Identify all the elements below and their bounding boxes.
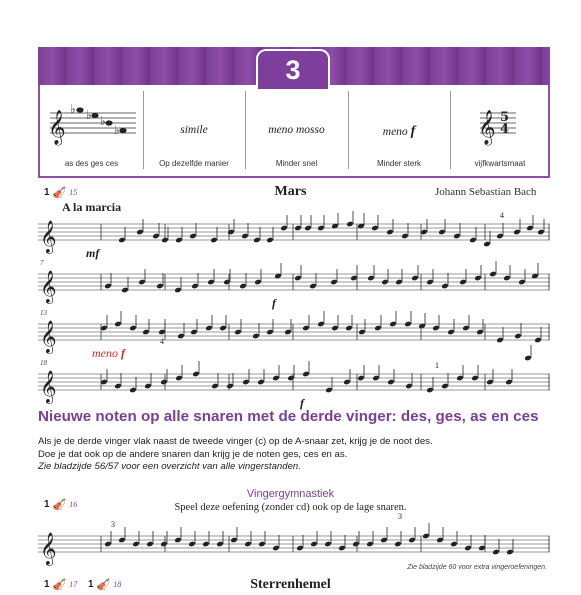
legend-cell-flats — [40, 91, 143, 171]
legend-term-meno: meno — [382, 126, 408, 138]
violin-icon: 🎻 — [52, 187, 67, 199]
svg-text:𝄞: 𝄞 — [40, 320, 57, 353]
composer: Johann Sebastian Bach — [435, 186, 537, 198]
legend-cell-time-signature — [450, 91, 550, 171]
svg-text:𝄞: 𝄞 — [40, 532, 57, 565]
track-one-marker: 1 — [44, 579, 50, 590]
body-text-note: Zie bladzijde 56/57 voor een overzicht van alle vingerstanden. — [38, 461, 301, 472]
legend-cell-simile — [143, 91, 245, 171]
dynamic-meno-f — [92, 346, 125, 361]
svg-text:♭: ♭ — [70, 102, 76, 116]
svg-text:𝄞: 𝄞 — [478, 110, 496, 145]
legend-caption-simile: Op dezelfde manier — [159, 159, 229, 168]
exercise-instruction: Speel deze oefening (zonder cd) ook op de lage snaren. — [174, 502, 407, 513]
svg-text:♭: ♭ — [114, 123, 120, 137]
legend-caption-flats: as des ges ces — [64, 159, 119, 168]
five-four-staff — [450, 97, 550, 147]
svg-text:♭: ♭ — [100, 114, 106, 128]
staff-lines — [38, 524, 550, 564]
track-one-marker: 1 — [44, 499, 50, 510]
track-number: 16 — [69, 500, 78, 509]
legend-cell-meno-f — [348, 91, 450, 171]
dynamic-f: f — [272, 296, 276, 310]
dynamic-f: f — [300, 396, 304, 410]
fingering: 4 — [500, 211, 504, 220]
dynamic-meno: meno — [92, 346, 118, 360]
legend-box — [38, 85, 550, 178]
track-number: 15 — [69, 188, 78, 197]
fingering: 4 — [160, 337, 164, 346]
legend-caption-meno-f: Minder sterk — [376, 159, 421, 168]
legend-term-f: f — [410, 124, 416, 139]
legend-caption-meno-mosso: Minder snel — [275, 159, 318, 168]
staff-system-2 — [38, 262, 550, 302]
exercise-title: Vingergymnastiek — [246, 488, 335, 500]
staff-system-1 — [38, 212, 550, 252]
track-number: 18 — [113, 580, 122, 589]
dynamic-mf: mf — [86, 246, 100, 260]
section-heading: Nieuwe noten op alle snaren met de derde vinger: des, ges, as en ces — [38, 408, 539, 425]
svg-text:𝄞: 𝄞 — [40, 220, 57, 253]
track-one-marker: 1 — [88, 579, 94, 590]
svg-text:𝄞: 𝄞 — [40, 370, 57, 403]
staff-lines — [38, 262, 550, 302]
svg-text:♭: ♭ — [86, 108, 92, 122]
footnote: Zie bladzijde 60 voor extra vingeroefeningen. — [407, 564, 547, 571]
body-text-line: Als je de derde vinger vlak naast de tweede vinger (c) op de A-snaar zet, krijg je de noot des. — [38, 436, 433, 447]
staff-system-exercise — [38, 524, 550, 564]
piece-title: Sterrenhemel — [250, 577, 331, 592]
time-signature-top: 5 — [500, 110, 510, 125]
piece-title: Mars — [274, 184, 307, 199]
legend-cell-meno-mosso — [245, 91, 348, 171]
legend-term-meno-mosso: meno mosso — [268, 124, 325, 136]
flat-notes-staff — [40, 97, 143, 147]
violin-icon: 🎻 — [96, 579, 111, 591]
violin-icon: 🎻 — [52, 579, 67, 591]
body-text-line: Doe je dat ook op de andere snaren dan krijg je de noten ges, ces en as. — [38, 449, 348, 460]
dynamic-meno-f-letter: f — [121, 346, 125, 360]
tempo-marking: A la marcia — [62, 200, 122, 214]
staff-lines — [38, 362, 550, 402]
svg-text:𝄞: 𝄞 — [48, 110, 66, 145]
track-number: 17 — [69, 580, 78, 589]
measure-number: 13 — [40, 309, 47, 317]
fingering: 1 — [435, 361, 439, 370]
staff-lines — [38, 212, 550, 252]
fingering: 3 — [398, 512, 402, 521]
time-signature-bottom: 4 — [500, 122, 510, 137]
svg-text:𝄞: 𝄞 — [40, 270, 57, 303]
fingering: 3 — [111, 520, 115, 529]
legend-term-meno-f — [348, 124, 450, 140]
violin-icon: 🎻 — [52, 499, 67, 511]
legend-term-simile: simile — [180, 124, 208, 136]
track-one-marker: 1 — [44, 187, 50, 198]
staff-system-4 — [38, 362, 550, 402]
chapter-number: 3 — [256, 49, 330, 89]
measure-number: 18 — [40, 359, 47, 367]
measure-number: 7 — [40, 259, 44, 267]
legend-caption-time-signature: vijfkwartsmaat — [474, 159, 526, 168]
